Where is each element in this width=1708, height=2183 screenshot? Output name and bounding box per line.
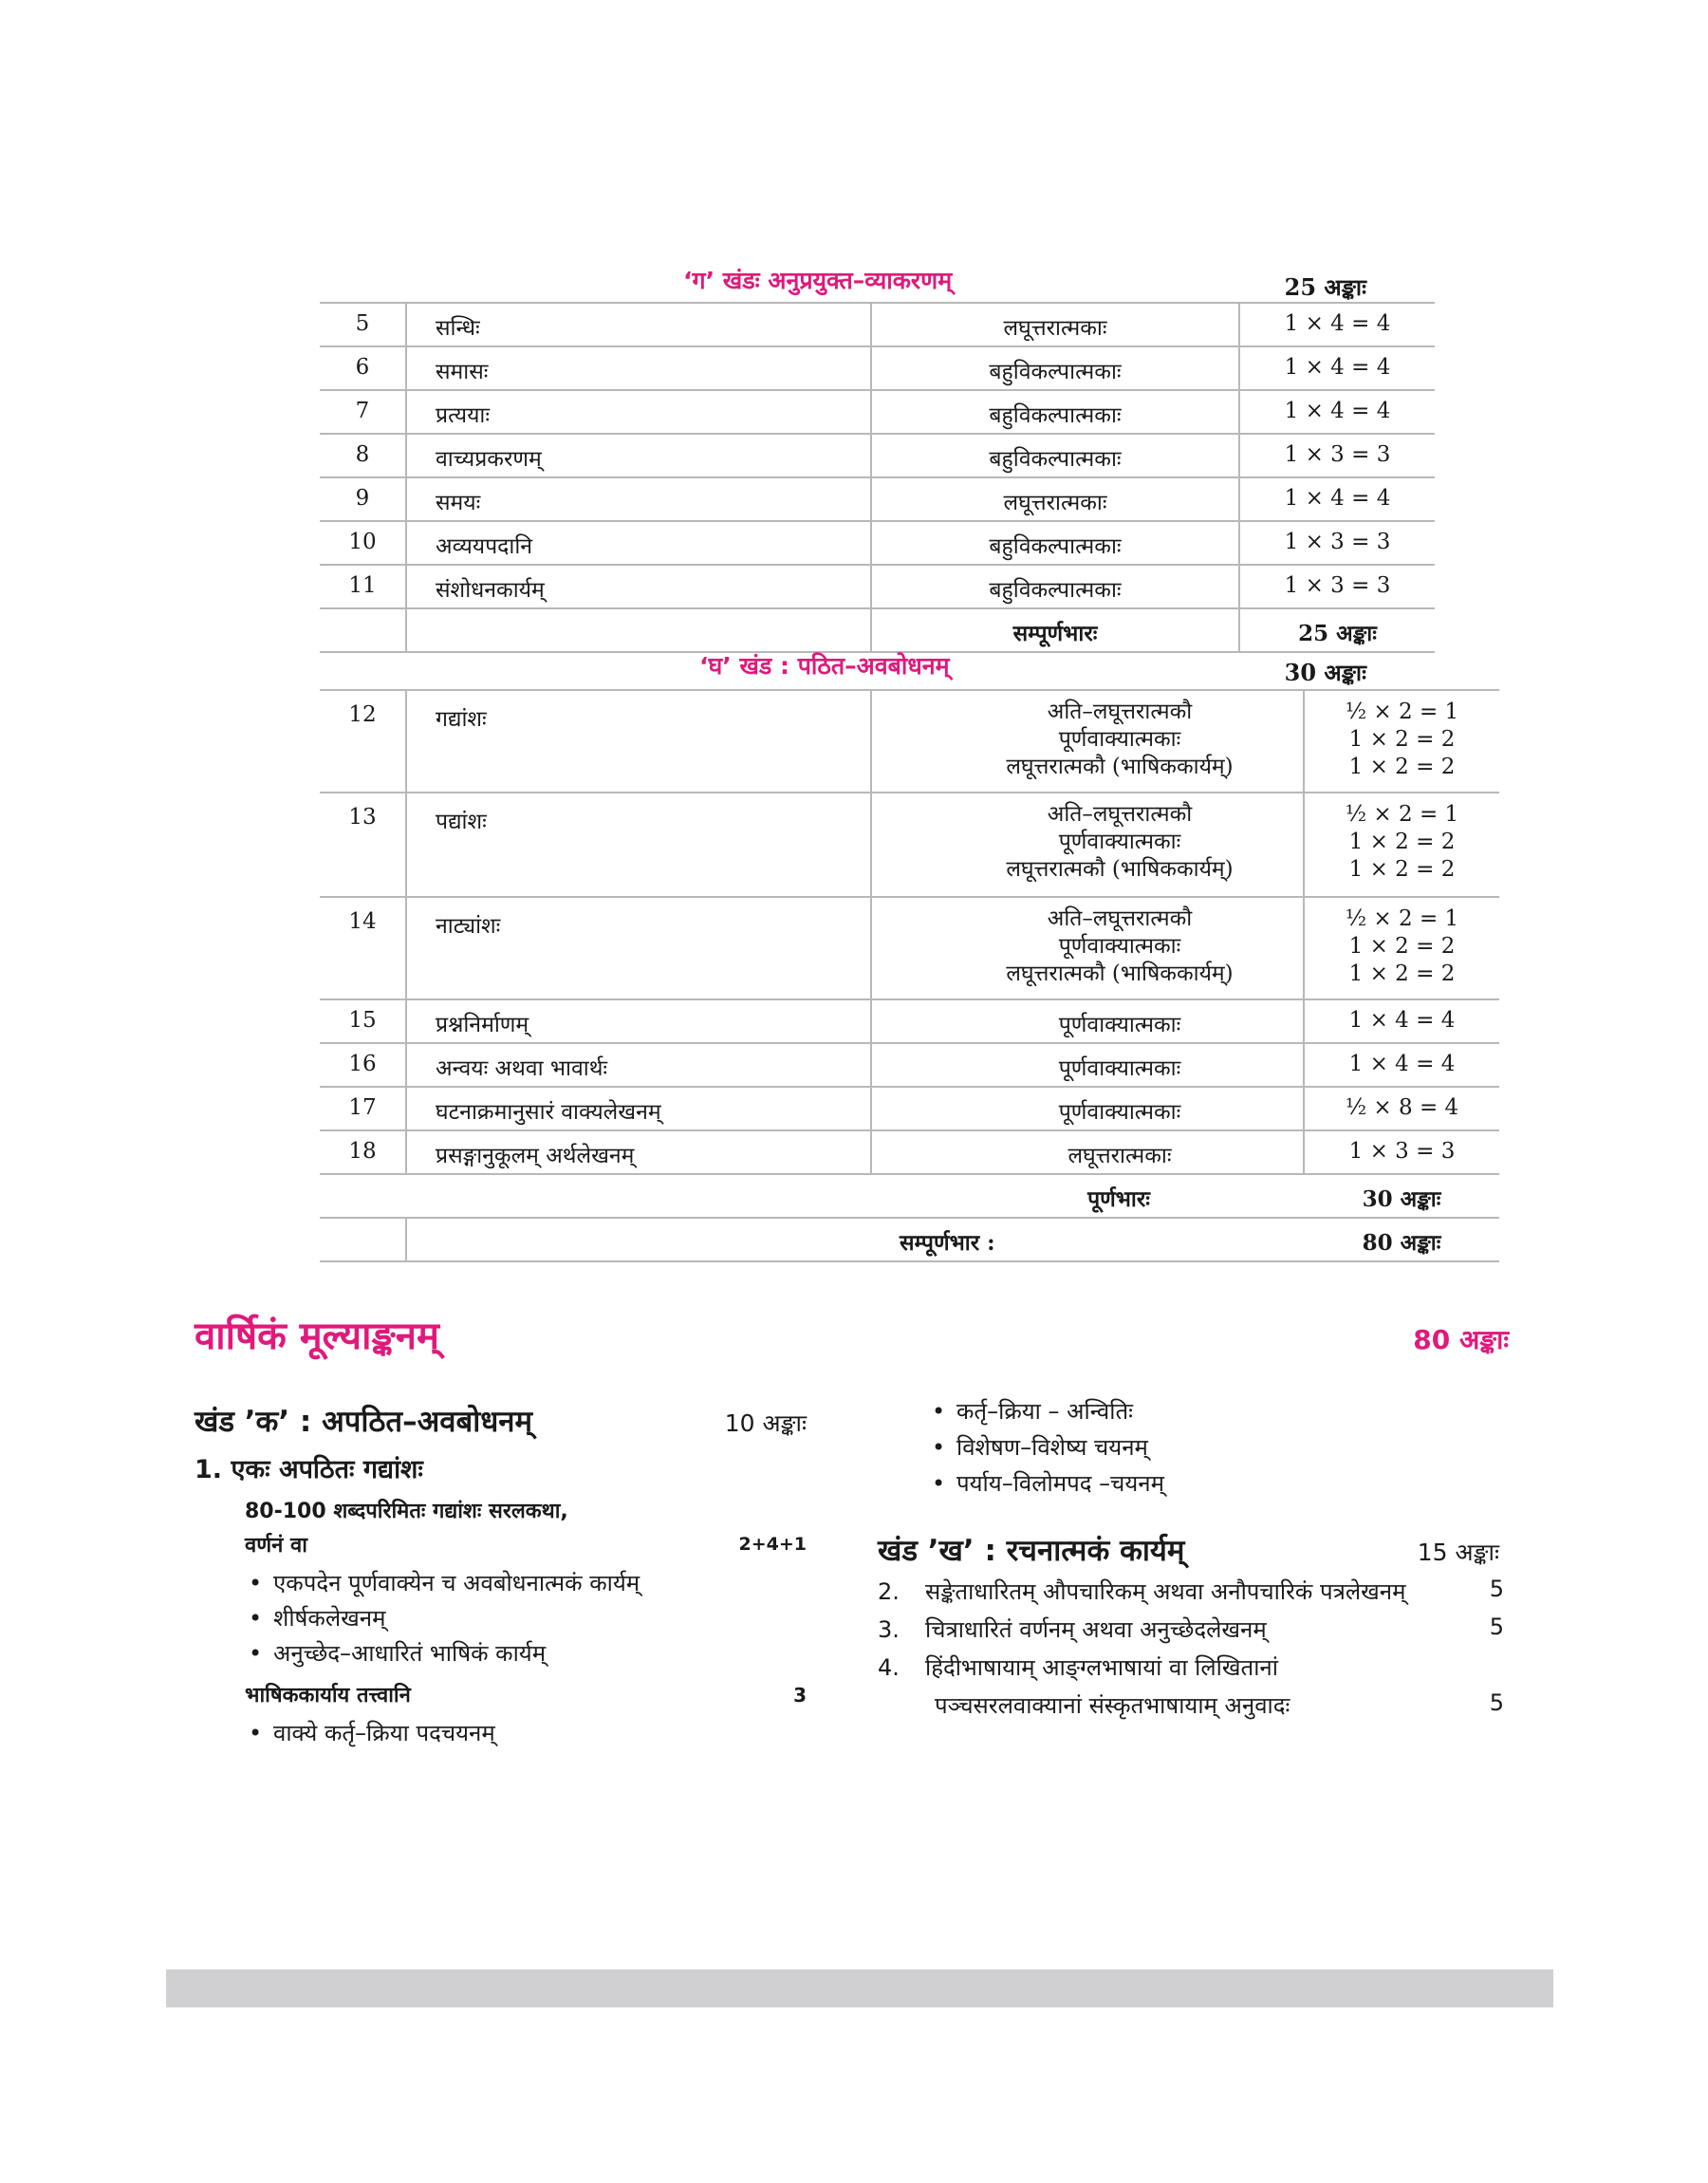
row-number: 18 [320, 1130, 406, 1174]
row-question-type: लघूत्तरात्मकाः [871, 303, 1239, 346]
q1-desc-line2: वर्णनं वा [245, 1534, 307, 1558]
q1-bullets [245, 1566, 700, 1671]
grand-total-value: 80 अङ्काः [1304, 1218, 1499, 1261]
question-type-line: लघूत्तरात्मकौ (भाषिककार्यम्) [1006, 961, 1234, 986]
row-number: 11 [320, 565, 406, 608]
marks-line: 1 × 2 = 2 [1348, 830, 1456, 854]
row-question-types [871, 690, 1304, 793]
row-topic: सन्धिः [406, 303, 871, 346]
kha-item-text: चित्राधारितं वर्णनम् अथवा अनुच्छेदलेखनम् [925, 1616, 1267, 1643]
row-topic: प्रसङ्गानुकूलम् अर्थलेखनम् [406, 1130, 871, 1174]
row-question-types [871, 793, 1304, 897]
table-row [320, 346, 1435, 390]
row-topic: प्रत्ययाः [406, 390, 871, 434]
row-question-type: बहुविकल्पात्मकाः [871, 346, 1239, 390]
table-row [320, 565, 1435, 608]
kha-item-no: 2. [878, 1578, 900, 1605]
q1-desc-marks: 2+4+1 [738, 1534, 807, 1555]
row-marks [1304, 897, 1499, 999]
question-type-line: पूर्णवाक्यात्मकाः [1058, 727, 1181, 752]
row-number: 13 [320, 793, 406, 897]
row-number-empty [320, 608, 406, 652]
row-question-type: पूर्णवाक्यात्मकाः [871, 1043, 1304, 1087]
khand-ka-marks: 10 अङ्काः [724, 1409, 807, 1437]
kha-item-2 [878, 1576, 1504, 1607]
bhashik-marks: 3 [793, 1684, 807, 1707]
table-row [320, 793, 1499, 897]
marks-line: 1 × 2 = 2 [1348, 961, 1456, 986]
marks-line: ½ × 2 = 1 [1345, 802, 1459, 827]
question-type-line: लघूत्तरात्मकौ (भाषिककार्यम्) [1006, 755, 1234, 779]
full-marks-value: 30 अङ्काः [1304, 1174, 1499, 1218]
q1-desc-line1: 80-100 शब्दपरिमितः गद्यांशः सरलकथा, [245, 1500, 568, 1523]
row-question-type: पूर्णवाक्यात्मकाः [871, 999, 1304, 1043]
kha-item-no: 3. [878, 1616, 900, 1643]
table-row [320, 477, 1435, 521]
row-marks: ½ × 8 = 4 [1304, 1087, 1499, 1130]
kha-item-text: सङ्केताधारितम् औपचारिकम् अथवा अनौपचारिकं पत्रलेखनम् [925, 1578, 1406, 1605]
section-gha-title: ‘घ’ खंड : पठित–अवबोधनम् [699, 652, 950, 680]
row-question-type: पूर्णवाक्यात्मकाः [871, 1087, 1304, 1130]
bhashik-bullets [245, 1716, 700, 1751]
row-topic: घटनाक्रमानुसारं वाक्यलेखनम् [406, 1087, 871, 1130]
question-type-line: अति–लघूत्तरात्मकौ [1047, 700, 1193, 724]
row-marks [1304, 690, 1499, 793]
row-number: 8 [320, 434, 406, 477]
row-number: 5 [320, 303, 406, 346]
row-question-type: लघूत्तरात्मकाः [871, 477, 1239, 521]
row-marks: 1 × 4 = 4 [1239, 346, 1435, 390]
row-marks: 1 × 4 = 4 [1239, 303, 1435, 346]
row-topic-empty [406, 1218, 871, 1261]
question-type-line: पूर्णवाक्यात्मकाः [1058, 934, 1181, 959]
row-question-type: लघूत्तरात्मकाः [871, 1130, 1304, 1174]
bhashik-subhead: भाषिककार्याय तत्त्वानि [245, 1684, 411, 1707]
row-topic: नाट्यांशः [406, 897, 871, 999]
row-number-empty [320, 1174, 406, 1218]
row-marks: 1 × 3 = 3 [1304, 1130, 1499, 1174]
full-marks-label: पूर्णभारः [871, 1174, 1304, 1218]
row-number: 16 [320, 1043, 406, 1087]
kha-item-3 [878, 1614, 1504, 1645]
table-row [320, 434, 1435, 477]
table-row [320, 521, 1435, 565]
row-marks [1304, 793, 1499, 897]
section-gha-marks: 30 अङ्काः [1284, 659, 1366, 686]
grand-total-label: सम्पूर्णभार : [871, 1218, 1304, 1261]
row-topic-empty [406, 608, 871, 652]
question-type-line: लघूत्तरात्मकौ (भाषिककार्यम्) [1006, 857, 1234, 882]
annual-marks: 80 अङ्काः [1413, 1324, 1509, 1355]
row-question-type: बहुविकल्पात्मकाः [871, 434, 1239, 477]
total-label: सम्पूर्णभारः [871, 608, 1239, 652]
marks-line: ½ × 2 = 1 [1345, 700, 1459, 724]
row-number: 14 [320, 897, 406, 999]
row-marks: 1 × 3 = 3 [1239, 434, 1435, 477]
row-question-type: बहुविकल्पात्मकाः [871, 565, 1239, 608]
section-ga-marks: 25 अङ्काः [1284, 273, 1366, 301]
khand-kha-title: खंड ’ख’ : रचनात्मकं कार्यम् [878, 1534, 1185, 1568]
kha-item-marks: 5 [1489, 1576, 1504, 1602]
marks-line: 1 × 2 = 2 [1348, 727, 1456, 752]
table-row [320, 303, 1435, 346]
list-item: • कर्तृ–क्रिया – अन्वितिः [928, 1393, 1459, 1429]
row-number: 17 [320, 1087, 406, 1130]
row-number: 10 [320, 521, 406, 565]
list-item: • अनुच्छेद–आधारितं भाषिकं कार्यम् [245, 1636, 700, 1671]
marks-line: ½ × 2 = 1 [1345, 906, 1459, 931]
row-number: 7 [320, 390, 406, 434]
row-topic: पद्यांशः [406, 793, 871, 897]
row-question-type: बहुविकल्पात्मकाः [871, 390, 1239, 434]
grand-total-row [320, 1218, 1499, 1261]
list-item: • पर्याय–विलोमपद –चयनम् [928, 1465, 1459, 1502]
table-row [320, 1087, 1499, 1130]
list-item: • शीर्षकलेखनम् [245, 1601, 700, 1636]
full-marks-row [320, 1174, 1499, 1218]
kha-item-marks: 5 [1489, 1689, 1504, 1716]
section-ga-title: ‘ग’ खंडः अनुप्रयुक्त–व्याकरणम् [683, 267, 953, 294]
row-marks: 1 × 4 = 4 [1239, 477, 1435, 521]
row-marks: 1 × 3 = 3 [1239, 565, 1435, 608]
khand-kha-marks: 15 अङ्काः [1417, 1539, 1499, 1566]
row-topic: समयः [406, 477, 871, 521]
row-topic: प्रश्ननिर्माणम् [406, 999, 871, 1043]
row-topic-empty [406, 1174, 871, 1218]
annual-title: वार्षिकं मूल्याङ्कनम् [195, 1315, 439, 1358]
kha-item-marks: 5 [1489, 1614, 1504, 1640]
question-type-line: अति–लघूत्तरात्मकौ [1047, 802, 1193, 827]
kha-item-4-cont [935, 1689, 1504, 1721]
row-question-types [871, 897, 1304, 999]
table-row [320, 897, 1499, 999]
kha-item-text-cont: पञ्चसरलवाक्यानां संस्कृतभाषायाम् अनुवादः [935, 1692, 1290, 1719]
list-item: • विशेषण–विशेष्य चयनम् [928, 1429, 1459, 1465]
row-topic: समासः [406, 346, 871, 390]
marks-line: 1 × 2 = 2 [1348, 934, 1456, 959]
khand-ka-title: खंड ’क’ : अपठित–अवबोधनम् [195, 1405, 533, 1439]
section-gha-table [320, 689, 1499, 1262]
total-marks: 25 अङ्काः [1239, 608, 1435, 652]
footer-bar [166, 1969, 1553, 2007]
row-topic: वाच्यप्रकरणम् [406, 434, 871, 477]
marks-line: 1 × 2 = 2 [1348, 755, 1456, 779]
table-row [320, 1043, 1499, 1087]
table-row [320, 999, 1499, 1043]
table-row [320, 1130, 1499, 1174]
row-topic: गद्यांशः [406, 690, 871, 793]
kha-item-text: हिंदीभाषायाम् आङ्ग्लभाषायां वा लिखितानां [925, 1654, 1278, 1681]
table-row [320, 690, 1499, 793]
table-row [320, 390, 1435, 434]
row-topic: अव्ययपदानि [406, 521, 871, 565]
kha-item-no: 4. [878, 1654, 900, 1681]
row-topic: संशोधनकार्यम् [406, 565, 871, 608]
question-type-line: पूर्णवाक्यात्मकाः [1058, 830, 1181, 854]
row-marks: 1 × 4 = 4 [1239, 390, 1435, 434]
row-marks: 1 × 4 = 4 [1304, 1043, 1499, 1087]
list-item: • वाक्ये कर्तृ–क्रिया पदचयनम् [245, 1716, 700, 1751]
section-ga-table [320, 302, 1435, 653]
question-type-line: अति–लघूत्तरात्मकौ [1047, 906, 1193, 931]
list-item: • एकपदेन पूर्णवाक्येन च अवबोधनात्मकं कार्यम् [245, 1566, 700, 1601]
q1-title: 1. एकः अपठितः गद्यांशः [195, 1455, 423, 1484]
row-number: 9 [320, 477, 406, 521]
row-question-type: बहुविकल्पात्मकाः [871, 521, 1239, 565]
total-row [320, 608, 1435, 652]
row-number: 6 [320, 346, 406, 390]
row-marks: 1 × 4 = 4 [1304, 999, 1499, 1043]
row-number-empty [320, 1218, 406, 1261]
bhashik-bullets-cont [928, 1393, 1459, 1502]
row-topic: अन्वयः अथवा भावार्थः [406, 1043, 871, 1087]
row-number: 15 [320, 999, 406, 1043]
row-number: 12 [320, 690, 406, 793]
row-marks: 1 × 3 = 3 [1239, 521, 1435, 565]
kha-item-4 [878, 1651, 1504, 1683]
marks-line: 1 × 2 = 2 [1348, 857, 1456, 882]
